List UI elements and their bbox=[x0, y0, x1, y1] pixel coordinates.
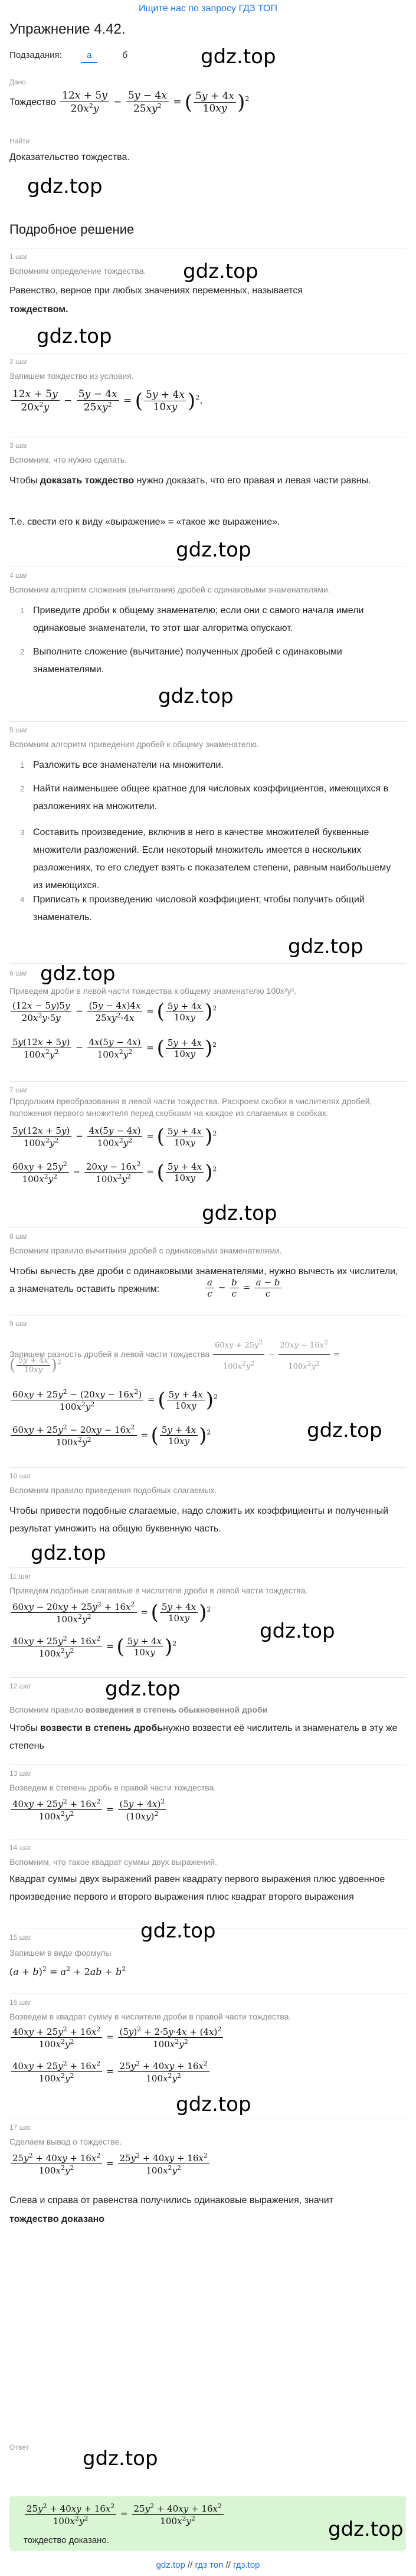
watermark: gdz.top bbox=[260, 1619, 335, 1643]
step-17-bold: тождество доказано bbox=[9, 2214, 105, 2224]
step-16-hint: Возведем в квадрат сумму в числителе дроби в правой части тождества. bbox=[9, 2012, 291, 2021]
step-13-formula: $\frac{40xy + 25y^2 + 16x^2}{100x^2y^2}$ = $\frac{(5y + 4x)^2}{(10xy)^2}$ bbox=[9, 1798, 168, 1822]
step-9-formula: $\frac{60xy + 25y^2 - (20xy - 16x^2)}{100x^2y^2}$ = ( $\frac{5y + 4x}{10xy}$ )$^2$ bbox=[9, 1388, 218, 1412]
step-9-tag: 9 шаг bbox=[9, 1320, 28, 1328]
footer-link-c[interactable]: гдз.top bbox=[232, 2560, 260, 2570]
step-15-formula: $(a + b)^2 = a^2 + 2ab + b^2$ bbox=[9, 1965, 126, 1978]
watermark: gdz.top bbox=[83, 2447, 158, 2470]
find-tag: Найти bbox=[9, 137, 30, 145]
step-2-hint: Запишем тождество из условия. bbox=[9, 371, 134, 381]
watermark: gdz.top bbox=[140, 1919, 216, 1943]
step-5-item-2: 2 Найти наименьшее общее кратное для числовых коэффициентов, имеющихся в разложениях на множители. bbox=[20, 784, 389, 811]
step-9-hint: Запишем разность дробей в левой части тождества $\frac{60xy + 25y^2}{100x^2y^2}$ − $\frac{20xy - 16x^2}{100x^2y^2}$ = bbox=[9, 1334, 405, 1376]
step-2-tag: 2 шаг bbox=[9, 358, 28, 366]
given-tag: Дано bbox=[9, 78, 27, 86]
step-3-hint: Вспомним, что нужно сделать. bbox=[9, 455, 127, 464]
step-4-hint: Вспомним алгоритм сложения (вычитания) дробей с одинаковыми знаменателями. bbox=[9, 585, 330, 594]
step-7-tag: 7 шаг bbox=[9, 1086, 28, 1094]
watermark: gdz.top bbox=[176, 538, 251, 562]
step-9-formula-2: $\frac{60xy + 25y^2 - 20xy - 16x^2}{100x^2y^2}$ = ( $\frac{5y + 4x}{10xy}$ )$^2$ bbox=[9, 1423, 211, 1448]
step-7-formula-2: $\frac{60xy + 25y^2}{100x^2y^2}$ − $\frac{20xy - 16x^2}{100x^2y^2}$ = ( $\frac{5y + 4x}{10xy}$ )$^2$ bbox=[9, 1160, 217, 1184]
footer: gdz.top // гдз топ // гдз.top bbox=[156, 2560, 260, 2570]
answer-formula: $\frac{25y^2 + 40xy + 16x^2}{100x^2y^2}$ = $\frac{25y^2 + 40xy + 16x^2}{100x^2y^2}$ bbox=[24, 2502, 225, 2526]
find-text: Доказательство тождества. bbox=[9, 152, 130, 162]
step-10-tag: 10 шаг bbox=[9, 1472, 32, 1480]
step-11-formula-2: $\frac{40xy + 25y^2 + 16x^2}{100x^2y^2}$ = ( $\frac{5y + 4x}{10xy}$ )$^2$ bbox=[9, 1635, 176, 1659]
step-13-hint: Возведем в степень дробь в правой части тождества. bbox=[9, 1783, 217, 1792]
subtasks-row bbox=[9, 48, 133, 63]
step-15-hint: Запишем в виде формулы bbox=[9, 1948, 112, 1958]
step-7-hint: Продолжим преобразования в левой части тождества. Раскроем скобки в числителях дробей, положения первого множителя перед скобками на каждое из слагаемых в скобках. bbox=[9, 1096, 372, 1118]
step-7-formula-1: $\frac{5y(12x + 5y)}{100x^2y^2}$ − $\frac{4x(5y - 4x)}{100x^2y^2}$ = ( $\frac{5y + 4x}{10xy}$ )$^2$ bbox=[9, 1125, 217, 1148]
answer-tag: Ответ bbox=[9, 2443, 29, 2451]
step-16-formula-1: $\frac{40xy + 25y^2 + 16x^2}{100x^2y^2}$ = $\frac{(5y)^2 + 2\cdot 5y\cdot 4x + (4x)^2}{100x^2y^2}$ bbox=[9, 2025, 224, 2050]
section-title: Подробное решение bbox=[9, 222, 135, 237]
step-6-formula-2: $\frac{5y(12x + 5y)}{100x^2y^2}$ − $\frac{4x(5y - 4x)}{100x^2y^2}$ = ( $\frac{5y + 4x}{10xy}$ )$^2$ bbox=[9, 1036, 217, 1060]
watermark: gdz.top bbox=[176, 2093, 251, 2116]
watermark: gdz.top bbox=[288, 935, 363, 958]
watermark: gdz.top bbox=[40, 962, 116, 986]
step-16-tag: 16 шаг bbox=[9, 1998, 32, 2007]
step-11-formula-1: $\frac{60xy - 20xy + 25y^2 + 16x^2}{100x^2y^2}$ = ( $\frac{5y + 4x}{10xy}$ )$^2$ bbox=[9, 1600, 211, 1625]
step-1-tag: 1 шаг bbox=[9, 253, 28, 261]
watermark: gdz.top bbox=[201, 45, 276, 68]
step-15-tag: 15 шаг bbox=[9, 1933, 32, 1942]
step-14-hint: Вспомним, что такое квадрат суммы двух выражений. bbox=[9, 1857, 217, 1867]
step-12-hint: Вспомним правило возведения в степень обыкновенной дроби bbox=[9, 1705, 268, 1714]
step-5-item-4: 4 Приписать к произведению числовой коэффициент, чтобы получить общий знаменатель. bbox=[20, 895, 365, 922]
step-9-formula-cont: ( $\frac{5y + 4x}{10xy}$ )$^2$ bbox=[9, 1356, 61, 1374]
subtask-tab-b[interactable]: б bbox=[122, 50, 128, 60]
step-17-tag: 17 шаг bbox=[9, 2123, 32, 2132]
step-4-item-1: 1 Приведите дроби к общему знаменателю; если они с самого начала имели одинаковые знаменатели, то этот шаг алгоритма опускают. bbox=[20, 605, 364, 633]
watermark: gdz.top bbox=[37, 325, 112, 348]
step-12-tag: 12 шаг bbox=[9, 1682, 32, 1690]
step-12-text: Чтобы возвести в степень дробьнужно возвести её числитель и знаменатель в эту же степень bbox=[9, 1723, 398, 1751]
top-search-link[interactable]: Ищите нас по запросу ГДЗ ТОП bbox=[139, 4, 277, 14]
step-1-hint: Вспомним определение тождества. bbox=[9, 266, 146, 276]
step-4-item-2: 2 Выполните сложение (вычитание) полученных дробей с одинаковыми знаменателями. bbox=[20, 647, 342, 675]
step-13-tag: 13 шаг bbox=[9, 1769, 32, 1778]
step-5-item-1: 1 Разложить все знаменатели на множители. bbox=[20, 760, 224, 770]
subtask-tab-a[interactable]: а bbox=[81, 48, 97, 63]
step-5-tag: 5 шаг bbox=[9, 726, 28, 734]
step-17-text: Слева и справа от равенства получились одинаковые выражения, значит bbox=[9, 2195, 334, 2205]
footer-link-b[interactable]: гдз топ bbox=[195, 2560, 224, 2570]
watermark: gdz.top bbox=[202, 1202, 277, 1225]
step-10-text: Чтобы привести подобные слагаемые, надо сложить их коэффициенты и полученный результат умножить на общую буквенную часть. bbox=[9, 1506, 389, 1534]
step-3-text: Чтобы доказать тождество нужно доказать, что его правая и левая части равны. bbox=[9, 476, 371, 486]
watermark: gdz.top bbox=[105, 1677, 181, 1701]
watermark: gdz.top bbox=[183, 260, 258, 283]
step-17-formula: $\frac{25y^2 + 40xy + 16x^2}{100x^2y^2}$ = $\frac{25y^2 + 40xy + 16x^2}{100x^2y^2}$ bbox=[9, 2152, 211, 2176]
step-8-hint: Вспомним правило вычитания дробей с одинаковыми знаменателями. bbox=[9, 1246, 282, 1255]
given-identity: Тождество $\frac{12x + 5y}{20x^2y}$ − $\frac{5y - 4x}{25xy^2}$ = ( $\frac{5y + 4x}{10xy}$ )$^2$ bbox=[9, 90, 250, 115]
watermark: gdz.top bbox=[31, 1541, 106, 1565]
step-6-hint: Приведем дроби в левой части тождества к общему знаменателю 100x²y². bbox=[9, 986, 297, 996]
footer-link-a[interactable]: gdz.top bbox=[156, 2560, 185, 2570]
step-4-tag: 4 шаг bbox=[9, 571, 28, 580]
answer-text: тождество доказано. bbox=[24, 2535, 109, 2545]
step-5-item-3: 3 Составить произведение, включив в него в качестве множителей буквенные множители разложений. Если некоторый множитель имеется в нескольких разложениях, то его следует взять с показателем степени, равным наибольшему из имеющихся. bbox=[20, 827, 391, 891]
step-17-hint: Сделаем вывод о тождестве. bbox=[9, 2137, 122, 2146]
watermark: gdz.top bbox=[27, 175, 103, 198]
watermark: gdz.top bbox=[328, 2518, 404, 2541]
step-8-text: Чтобы вычесть две дроби с одинаковыми знаменателями, нужно вычесть их числители, а знаменатель оставить прежним: bbox=[9, 1266, 398, 1294]
step-8-rule: $\frac{a}{c}$ − $\frac{b}{c}$ = $\frac{a - b}{c}$ bbox=[204, 1277, 283, 1299]
step-6-tag: 6 шаг bbox=[9, 969, 28, 977]
subtasks-label: Подзадания: bbox=[9, 50, 62, 60]
watermark: gdz.top bbox=[158, 685, 234, 708]
step-5-hint: Вспомним алгоритм приведения дробей к общему знаменателю. bbox=[9, 739, 259, 749]
step-1-term: тождеством. bbox=[9, 305, 68, 315]
step-6-formula-1: $\frac{(12x - 5y)5y}{20x^2y\cdot 5y}$ − $\frac{(5y - 4x)4x}{25xy^2\cdot 4x}$ = ( $\frac{5y + 4x}{10xy}$ )$^2$ bbox=[9, 1000, 217, 1023]
watermark: gdz.top bbox=[307, 1419, 382, 1442]
step-8-tag: 8 шаг bbox=[9, 1232, 28, 1240]
given-label: Тождество bbox=[9, 97, 56, 107]
step-14-text: Квадрат суммы двух выражений равен квадрату первого выражения плюс удвоенное произведение первого и второго выражения плюс квадрат второго выражения bbox=[9, 1874, 385, 1902]
step-1-text: Равенство, верное при любых значениях переменных, называется bbox=[9, 286, 303, 296]
step-3-tag: 3 шаг bbox=[9, 441, 28, 450]
step-11-hint: Приведем подобные слагаемые в числителе дроби в левой части тождества. bbox=[9, 1586, 308, 1595]
step-3-text-c: Т.е. свести его к виду «выражение» = «такое же выражение». bbox=[9, 517, 280, 527]
page-title: Упражнение 4.42. bbox=[9, 21, 126, 37]
step-10-hint: Вспомним правило приведения подобных слагаемых. bbox=[9, 1485, 217, 1495]
step-16-formula-2: $\frac{40xy + 25y^2 + 16x^2}{100x^2y^2}$ = $\frac{25y^2 + 40xy + 16x^2}{100x^2y^2}$ bbox=[9, 2060, 211, 2084]
step-2-formula: $\frac{12x + 5y}{20x^2y}$ − $\frac{5y - 4x}{25xy^2}$ = ( $\frac{5y + 4x}{10xy}$ )$^2$. bbox=[9, 388, 203, 414]
step-11-tag: 11 шаг bbox=[9, 1572, 31, 1580]
step-14-tag: 14 шаг bbox=[9, 1844, 32, 1852]
